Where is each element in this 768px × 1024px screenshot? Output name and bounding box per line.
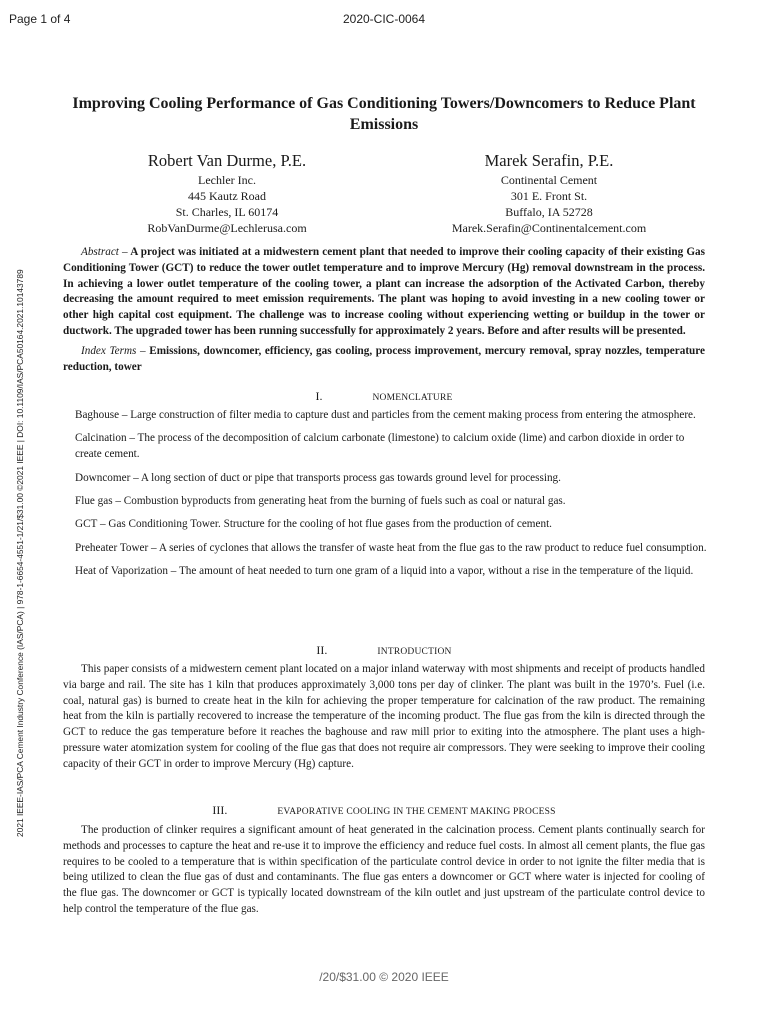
definition-item: Heat of Vaporization – The amount of heat needed to turn one gram of a liquid into a vapor, without a rise in the temperature of the liquid. (75, 565, 694, 578)
author-street: 301 E. Front St. (510, 189, 588, 203)
page-footer: /20/$31.00 © 2020 IEEE (319, 970, 449, 984)
author-org: Continental Cement (500, 173, 598, 187)
definition-item: Calcination – The process of the decomposition of calcium carbonate (limestone) to calcium oxide (lime) and carbon dioxide in order to create cement. (75, 432, 685, 461)
author-email: RobVanDurme@Lechlerusa.com (147, 221, 307, 235)
author-name: Marek Serafin, P.E. (484, 151, 614, 170)
author-org: Lechler Inc. (198, 173, 256, 187)
section-number: III. (212, 803, 228, 817)
definition-item: Baghouse – Large construction of filter media to capture dust and particles from the cement making process from entering the atmosphere. (75, 409, 696, 421)
section-number: I. (315, 389, 323, 403)
definition-item: Flue gas – Combustion byproducts from generating heat from the burning of fuels such as coal or natural gas. (75, 494, 566, 507)
paper-title: Improving Cooling Performance of Gas Conditioning Towers/Downcomers to Reduce Plant Emissions (72, 95, 696, 133)
abstract (63, 245, 705, 340)
definition-item: Preheater Tower – A series of cyclones that allows the transfer of waste heat from the flue gas to the raw product to reduce fuel consumption. (75, 541, 707, 554)
author-block-2 (389, 150, 709, 236)
section-title: INTRODUCTION (377, 647, 452, 657)
nomenclature-list (75, 408, 707, 588)
author-email: Marek.Serafin@Continentalcement.com (451, 221, 647, 235)
introduction-paragraph: This paper consists of a midwestern cement plant located on a major inland waterway with most shipments and receipt of products handled via barge and rail. The site has 1 kiln that produces approximately 3,000 tons per day of clinker. The plant was built in the 1970’s. Fuel (i.e. coal, natural gas) is burned to create heat in the kiln for achieving the proper temperature for calcination of the raw product. The remaining heat from the kiln is partially recovered to increase the temperature of the incoming product. The flue gas from the kiln is directed through the GCT to reduce the gas temperature before it reaches the baghouse and raw mill prior to exiting into the atmosphere. The plant uses a high-pressure water atomization system for cooling of the flue gas that does not require air compressors. They were seeking to improve their cooling capacity of their GCT in order to improve Mercury (Hg) capture. (63, 663, 705, 770)
abstract-text: A project was initiated at a midwestern cement plant that needed to improve their cooling capacity of their existing Gas Conditioning Tower (GCT) to reduce the tower outlet temperature and to improve Mercury (Hg) removal downstream in the process. In achieving a lower outlet temperature of the cooling tower, a plant can increase the adsorption of the Activated Carbon, thereby decreasing the amount required to meet emission requirements. The plant was hoping to avoid investing in a new cooling tower or other high capital cost equipment. The challenge was to increase cooling without experiencing wetting or buildup in the tower or ductwork. The upgraded tower has been running successfully for approximately 2 years. Before and after results will be presented. (63, 246, 705, 337)
index-terms-text: Emissions, downcomer, efficiency, gas cooling, process improvement, mercury removal, spray nozzles, temperature reduction, tower (63, 345, 706, 373)
author-city: St. Charles, IL 60174 (175, 205, 279, 219)
evaporative-cooling-paragraph: The production of clinker requires a significant amount of heat generated in the calcination process. Cement plants continually search for methods and processes to capture the heat and re-use it to improve the efficiency and reduce fuel costs. In almost all cement plants, the flue gas requires to be cooled to a temperature that is within specification of the particulate control device in order to not ignite the filter media that is being utilized to clean the flue gas of dust and contaminants. The flue gas enters a downcomer or GCT where water is injected for cooling of the flue gas. The downcomer or GCT is typically located downstream of the kiln outlet and just upstream of the particulate control device to help control the temperature of the flue gas. (63, 824, 705, 915)
author-block-1 (67, 150, 387, 236)
author-name: Robert Van Durme, P.E. (147, 151, 307, 170)
section-number: II. (316, 643, 328, 657)
author-street: 445 Kautz Road (188, 189, 266, 203)
document-id: 2020-CIC-0064 (342, 12, 426, 26)
definition-item: Downcomer – A long section of duct or pipe that transports process gas towards ground level for processing. (75, 471, 561, 484)
page-number: Page 1 of 4 (9, 12, 71, 26)
index-terms-label: Index Terms – (81, 345, 146, 357)
doi-sidebar: 2021 IEEE-IAS/PCA Cement Industry Conference (IAS/PCA) | 978-1-6654-4551-1/21/$31.00 ©2021 IEEE | DOI: 10.1109/IAS/PCA50164.2021.10143789 (15, 269, 25, 837)
definition-item: GCT – Gas Conditioning Tower. Structure for the cooling of hot flue gases from the production of cement. (75, 518, 552, 531)
section-heading-introduction (0, 643, 768, 659)
section-heading-nomenclature (0, 389, 768, 405)
section-title: NOMENCLATURE (372, 393, 453, 403)
author-city: Buffalo, IA 52728 (505, 205, 593, 219)
abstract-label: Abstract – (81, 246, 128, 258)
section-heading-evaporative-cooling (0, 803, 768, 819)
index-terms (63, 344, 705, 376)
section-title: EVAPORATIVE COOLING IN THE CEMENT MAKING PROCESS (277, 807, 556, 817)
